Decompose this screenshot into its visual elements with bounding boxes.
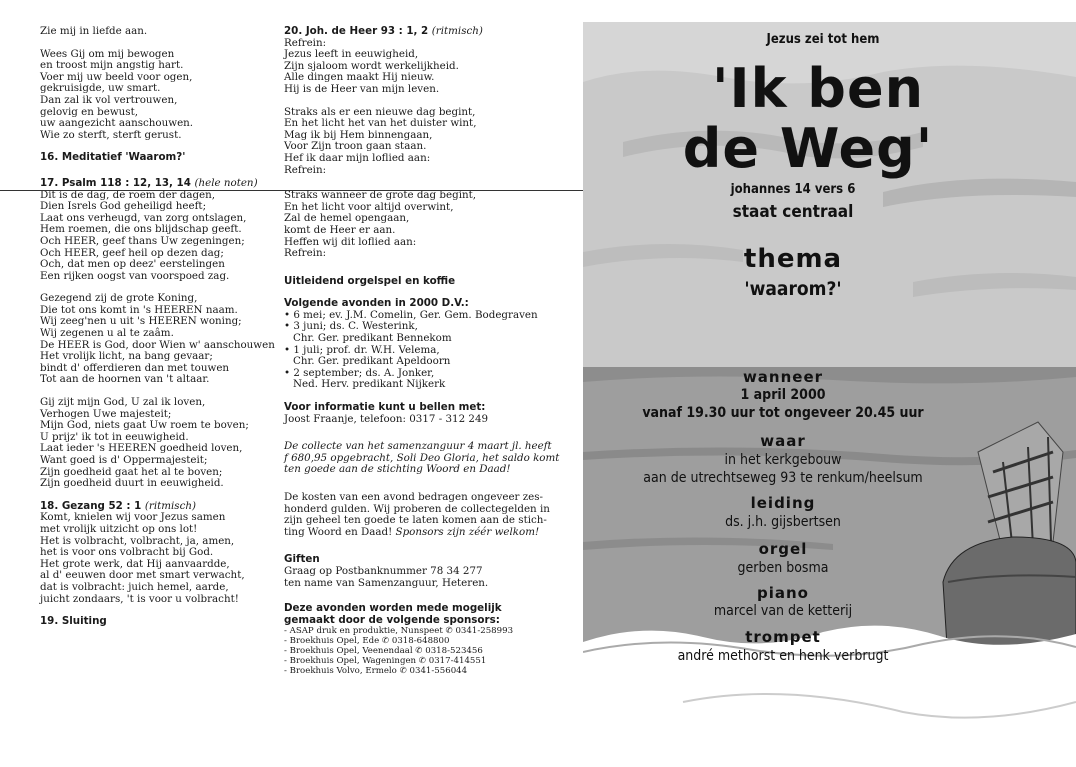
info-heading: Voor informatie kunt u bellen met: <box>284 401 486 414</box>
piano-name: marcel van de ketterij <box>713 603 853 619</box>
text-line: Het vrolijk licht, na bang gevaar; <box>40 350 213 363</box>
text-line: Och HEER, geef thans Uw zegeningen; <box>40 234 245 247</box>
text-line: Voer mij uw beeld voor ogen, <box>40 70 193 83</box>
text-line: uw aangezicht aanschouwen. <box>40 117 194 130</box>
gifts-heading: Giften <box>284 553 320 566</box>
text-line: Laat ieder 's HEEREN goedheid loven, <box>40 442 243 455</box>
text-line: Zal de hemel opengaan, <box>284 212 410 225</box>
evening-item: • 1 juli; prof. dr. W.H. Velema, <box>284 343 440 356</box>
trumpet-names: andré methorst en henk verbrugt <box>677 648 889 664</box>
text-line: Hij is de Heer van mijn leven. <box>284 82 440 95</box>
text-line: ten goede aan de stichting Woord en Daad! <box>284 463 511 476</box>
stanza <box>40 49 272 142</box>
text-line: Wij zeeg'nen u uit 's HEEREN woning; <box>40 315 242 328</box>
costs-lines <box>284 491 550 527</box>
info-text: Joost Fraanje, telefoon: 0317 - 312 249 <box>284 412 489 425</box>
text-line: Tot aan de hoornen van 't altaar. <box>40 373 210 386</box>
item-19-heading: 19. Sluiting <box>40 615 107 628</box>
text-line: bindt d' offerdieren dan met touwen <box>40 361 230 374</box>
text-line: en troost mijn angstig hart. <box>40 59 184 72</box>
text-line: honderd gulden. Wij proberen de collectegelden in <box>284 502 550 515</box>
text-line: Een rijken oogst van voorspoed zag. <box>40 269 230 282</box>
organ-coffee-heading: Uitleidend orgelspel en koffie <box>284 274 456 287</box>
psalm-stanza <box>40 397 272 490</box>
song-stanza <box>284 38 520 96</box>
theme-value: 'waarom?' <box>744 278 842 300</box>
text-line: - Broekhuis Opel, Ede ✆ 0318-648800 <box>284 636 450 647</box>
gifts-text <box>284 566 520 589</box>
item-16-heading: 16. Meditatief 'Waarom?' <box>40 151 186 164</box>
sponsors-list <box>284 626 520 676</box>
lead-name: ds. j.h. gijsbertsen <box>725 514 841 530</box>
lead-label: leiding <box>750 494 816 512</box>
when-time: vanaf 19.30 uur tot ongeveer 20.45 uur <box>642 405 924 421</box>
collection-note <box>284 440 560 476</box>
intro-lines <box>40 26 272 38</box>
evening-item: • 3 juni; ds. C. Westerink, <box>284 320 418 333</box>
text-line: Gij zijt mijn God, U zal ik loven, <box>40 396 206 409</box>
text-line: zijn geheel ten goede te laten komen aan de stich- <box>284 514 547 527</box>
item-18-note: (ritmisch) <box>144 499 197 512</box>
text-line: Refrein: <box>284 247 327 260</box>
item-17-title: 17. Psalm 118 : 12, 13, 14 <box>40 176 191 189</box>
text-line: - Broekhuis Opel, Wageningen ✆ 0317-414551 <box>284 656 487 667</box>
item-18-title: 18. Gezang 52 : 1 <box>40 499 142 512</box>
text-line: Hem roemen, die ons blijdschap geeft. <box>40 223 242 236</box>
text-line: Hef ik daar mijn loflied aan: <box>284 151 431 164</box>
text-line: Voor Zijn troon gaan staan. <box>284 140 427 153</box>
text-line: Straks als er een nieuwe dag begint, <box>284 105 476 118</box>
psalm-stanza <box>40 190 272 283</box>
text-line: Och HEER, geef heil op dezen dag; <box>40 246 224 259</box>
evening-item: • 6 mei; ev. J.M. Comelin, Ger. Gem. Bodegraven <box>284 308 538 321</box>
sponsors-welcome: Sponsors zijn zéér welkom! <box>395 525 540 538</box>
text-line: juicht zondaars, 't is voor u volbracht! <box>40 592 239 605</box>
song-stanza <box>284 190 520 260</box>
text-line: De kosten van een avond bedragen ongeveer zes- <box>284 491 544 503</box>
hymn-column-left <box>40 25 275 628</box>
next-evenings-list <box>284 308 538 391</box>
text-line: Gezegend zij de grote Koning, <box>40 292 198 305</box>
text-line: Verhogen Uwe majesteit; <box>40 407 172 420</box>
text-line: Refrein: <box>284 36 327 49</box>
where-line2: aan de utrechtseweg 93 te renkum/heelsum <box>643 470 923 486</box>
text-line: Het grote werk, dat Hij aanvaardde, <box>40 557 230 570</box>
where-label: waar <box>760 432 806 450</box>
item-20-heading <box>284 26 520 38</box>
text-line: - Broekhuis Volvo, Ermelo ✆ 0341-556044 <box>284 666 468 677</box>
text-line: het is voor ons volbracht bij God. <box>40 546 214 559</box>
costs-last-line <box>284 525 540 539</box>
when-date: 1 april 2000 <box>740 387 826 403</box>
text-line: Jezus leeft in eeuwigheid, <box>284 48 419 61</box>
evening-item-detail: Chr. Ger. predikant Bennekom <box>293 332 452 345</box>
text-line: U prijz' ik tot in eeuwigheid. <box>40 430 189 443</box>
evening-item-detail: Ned. Herv. predikant Nijkerk <box>293 378 446 391</box>
text-line: Deze avonden worden mede mogelijk <box>284 602 502 615</box>
psalm-stanza <box>40 292 275 386</box>
text-line: met vrolijk uitzicht op ons lot! <box>40 522 198 535</box>
sponsors-heading <box>284 603 520 626</box>
text-line: En het licht voor altijd overwint, <box>284 200 454 213</box>
item-17-note: (hele noten) <box>194 176 258 189</box>
text-line: komt de Heer er aan. <box>284 223 396 236</box>
text-line: Het is volbracht, volbracht, ja, amen, <box>40 534 235 547</box>
text-line: - Broekhuis Opel, Veenendaal ✆ 0318-523456 <box>284 646 483 657</box>
cover-panel <box>583 22 1076 742</box>
text-line: En het licht het van het duister wint, <box>284 117 477 130</box>
where-line1: in het kerkgebouw <box>724 452 842 468</box>
text-line: Zijn sjaloom wordt werkelijkheid. <box>284 59 459 72</box>
text-line: Komt, knielen wij voor Jezus samen <box>40 511 226 524</box>
text-line: gekruisigde, uw smart. <box>40 82 161 95</box>
text-line: Dan zal ik vol vertrouwen, <box>40 93 178 106</box>
item-17-heading <box>40 178 272 190</box>
evening-item-detail: Chr. Ger. predikant Apeldoorn <box>293 355 451 368</box>
text-line: Mag ik bij Hem binnengaan, <box>284 128 433 141</box>
text-line: Zijn goedheid duurt in eeuwigheid. <box>40 477 224 490</box>
text-line: Die tot ons komt in 's HEEREN naam. <box>40 303 238 316</box>
costs-note <box>284 491 550 538</box>
text-line: Dien Isrels God geheiligd heeft; <box>40 200 207 213</box>
text-line: f 680,95 opgebracht, Soli Deo Gloria, het saldo komt <box>284 451 560 464</box>
song-stanza <box>284 107 520 177</box>
text-line: dat is volbracht: juich hemel, aarde, <box>40 580 229 593</box>
gezang-stanza <box>40 512 272 605</box>
text-line: Wie zo sterft, sterft gerust. <box>40 128 182 141</box>
when-label: wanneer <box>742 368 824 386</box>
organ-name: gerben bosma <box>737 560 829 576</box>
organ-label: orgel <box>758 540 808 558</box>
cover-title-line2: de Weg' <box>682 117 934 180</box>
text-line: Graag op Postbanknummer 78 34 277 <box>284 564 483 577</box>
next-evenings-heading: Volgende avonden in 2000 D.V.: <box>284 297 469 310</box>
text-line: Wees Gij om mij bewogen <box>40 47 175 60</box>
text-line: Straks wanneer de grote dag begint, <box>284 189 477 202</box>
text-line: Alle dingen maakt Hij nieuw. <box>284 71 435 84</box>
cover-reference: johannes 14 vers 6 <box>730 182 856 197</box>
text-line: gelovig en bewust, <box>40 105 138 118</box>
text-line: Och, dat men op deez' eerstelingen <box>40 258 225 271</box>
text-line: Zijn goedheid gaat het al te boven; <box>40 465 223 478</box>
text-line: - ASAP druk en produktie, Nunspeet ✆ 0341-258993 <box>284 626 514 637</box>
text-line: Heffen wij dit loflied aan: <box>284 235 417 248</box>
item-20-title: 20. Joh. de Heer 93 : 1, 2 <box>284 25 429 37</box>
text-line: Mijn God, niets gaat Uw roem te boven; <box>40 419 249 432</box>
item-20-note: (ritmisch) <box>431 25 483 37</box>
text-line: Dit is de dag, de roem der dagen, <box>40 188 216 201</box>
evening-item: • 2 september; ds. A. Jonker, <box>284 366 435 379</box>
cover-central: staat centraal <box>732 202 854 222</box>
text-line: Want goed is d' Oppermajesteit; <box>40 454 208 466</box>
text-line: Laat ons verheugd, van zorg ontslagen, <box>40 211 247 224</box>
text-line: gemaakt door de volgende sponsors: <box>284 613 500 626</box>
text-line: al d' eeuwen door met smart verwacht, <box>40 569 245 582</box>
cover-title-line1: 'Ik ben <box>711 57 925 120</box>
text-line: Refrein: <box>284 163 327 176</box>
text-line: Zie mij in liefde aan. <box>40 25 148 37</box>
text-line: Wij zegenen u al te zaâm. <box>40 327 174 340</box>
trumpet-label: trompet <box>745 628 821 646</box>
piano-label: piano <box>757 584 809 602</box>
text-line: De collecte van het samenzanguur 4 maart jl. heeft <box>284 440 552 453</box>
cover-intro: Jezus zei tot hem <box>766 32 880 47</box>
program-column-middle <box>284 25 560 677</box>
costs-last-plain: ting Woord en Daad! <box>284 525 396 538</box>
text-line: ten name van Samenzanguur, Heteren. <box>284 576 489 589</box>
theme-label: thema <box>743 244 843 274</box>
text-line: De HEER is God, door Wien w' aanschouwen <box>40 338 275 351</box>
